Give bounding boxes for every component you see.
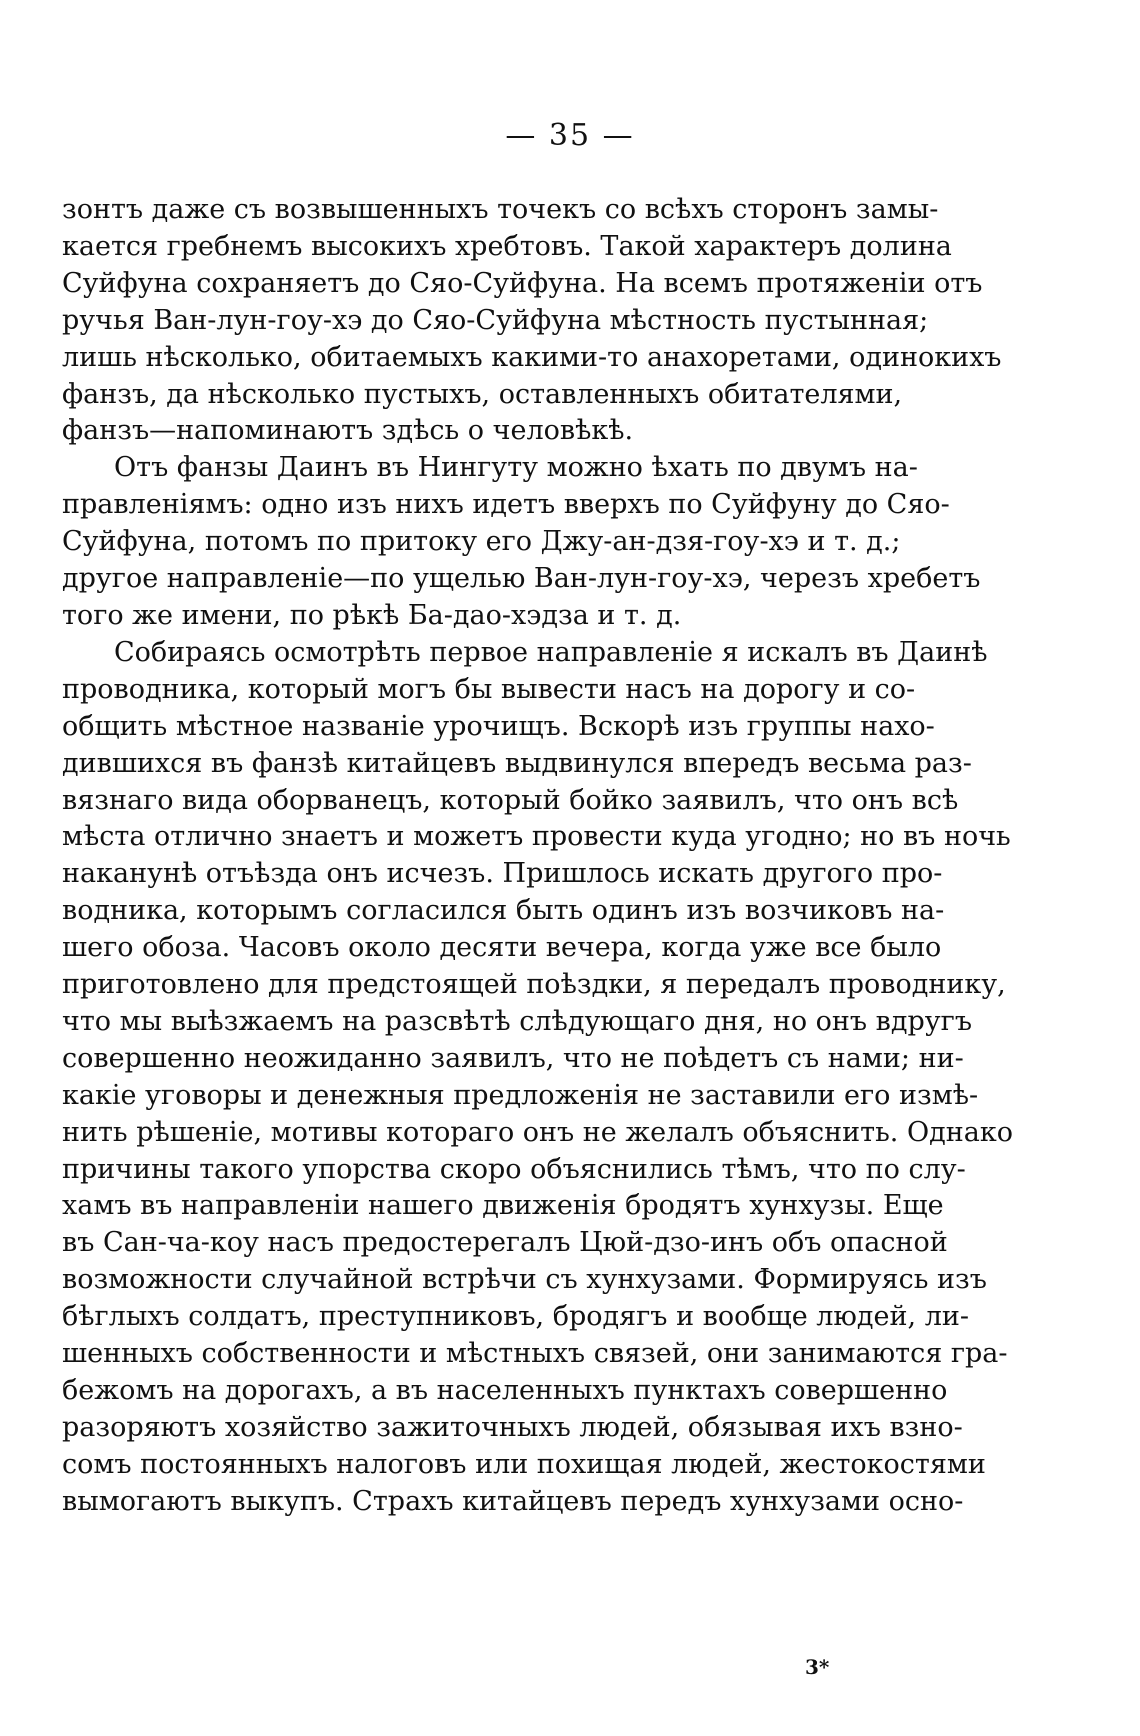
paragraph-3 [62, 635, 1013, 1521]
signature-mark: 3* [805, 1655, 830, 1679]
text-line: сомъ постоянныхъ налоговъ или похищая людей, жестокостями [62, 1448, 986, 1480]
text-line: причины такого упорства скоро объяснились тѣмъ, что по слу- [62, 1153, 966, 1185]
text-line: наканунѣ отъѣзда онъ исчезъ. Пришлось искать другого про- [62, 858, 943, 890]
text-line: Отъ фанзы Даинъ въ Нингуту можно ѣхать по двумъ на- [114, 452, 918, 484]
text-line: Суйфуна сохраняетъ до Сяо-Суйфуна. На всемъ протяженіи отъ [62, 267, 983, 299]
text-line: что мы выѣзжаемъ на разсвѣтѣ слѣдующаго дня, но онъ вдругъ [62, 1005, 972, 1037]
text-line: того же имени, по рѣкѣ Ба-дао-хэдза и т. д. [62, 599, 682, 631]
text-line: шенныхъ собственности и мѣстныхъ связей, они занимаются гра- [62, 1338, 1008, 1370]
text-line: Собираясь осмотрѣть первое направленіе я искалъ въ Даинѣ [114, 636, 988, 668]
text-line: другое направленіе—по ущелью Ван-лун-гоу-хэ, черезъ хребетъ [62, 563, 981, 595]
text-line: лишь нѣсколько, обитаемыхъ какими-то анахоретами, одинокихъ [62, 341, 1002, 373]
paragraph-1 [62, 192, 1002, 450]
text-line: въ Сан-ча-коу насъ предостерегалъ Цюй-дзо-инъ объ опасной [62, 1227, 948, 1259]
text-line: разоряютъ хозяйство зажиточныхъ людей, обязывая ихъ взно- [62, 1411, 963, 1443]
text-line: водника, которымъ согласился быть одинъ изъ возчиковъ на- [62, 895, 945, 927]
text-line: дившихся въ фанзѣ китайцевъ выдвинулся впередъ весьма раз- [62, 747, 972, 779]
text-line: Суйфуна, потомъ по притоку его Джу-ан-дзя-гоу-хэ и т. д.; [62, 526, 901, 558]
text-line: вымогаютъ выкупъ. Страхъ китайцевъ передъ хунхузами осно- [62, 1485, 964, 1517]
text-line: бѣглыхъ солдатъ, преступниковъ, бродягъ и вообще людей, ли- [62, 1301, 969, 1333]
text-line: приготовлено для предстоящей поѣздки, я передалъ проводнику, [62, 969, 1006, 1001]
text-line: возможности случайной встрѣчи съ хунхузами. Формируясь изъ [62, 1264, 987, 1296]
text-line: какіе уговоры и денежныя предложенія не заставили его измѣ- [62, 1079, 979, 1111]
text-line: нить рѣшеніе, мотивы котораго онъ не желалъ объяснить. Однако [62, 1116, 1013, 1148]
text-line: ручья Ван-лун-гоу-хэ до Сяо-Суйфуна мѣстность пустынная; [62, 304, 929, 336]
text-line: хамъ въ направленіи нашего движенія бродятъ хунхузы. Еще [62, 1190, 944, 1222]
text-line: вязнаго вида оборванецъ, который бойко заявилъ, что онъ всѣ [62, 784, 959, 816]
text-line: совершенно неожиданно заявилъ, что не поѣдетъ съ нами; ни- [62, 1042, 964, 1074]
text-line: фанзъ—напоминаютъ здѣсь о человѣкѣ. [62, 415, 634, 447]
text-line: общить мѣстное названіе урочищъ. Вскорѣ изъ группы нахо- [62, 710, 935, 742]
text-line: шего обоза. Часовъ около десяти вечера, когда уже все было [62, 932, 942, 964]
text-line: проводника, который могъ бы вывести насъ на дорогу и со- [62, 673, 916, 705]
text-line: фанзъ, да нѣсколько пустыхъ, оставленныхъ обитателями, [62, 378, 903, 410]
page-number: — 35 — [505, 118, 635, 153]
text-line: мѣста отлично знаетъ и можетъ провести куда угодно; но въ ночь [62, 821, 1011, 853]
text-line: зонтъ даже съ возвышенныхъ точекъ со всѣхъ сторонъ замы- [62, 194, 939, 225]
text-line: бежомъ на дорогахъ, а въ населенныхъ пунктахъ совершенно [62, 1375, 948, 1406]
body-text [62, 192, 1013, 1521]
text-line: правленіямъ: одно изъ нихъ идетъ вверхъ по Суйфуну до Сяо- [62, 489, 950, 521]
paragraph-2 [62, 450, 981, 635]
text-line: кается гребнемъ высокихъ хребтовъ. Такой характеръ долина [62, 230, 952, 262]
